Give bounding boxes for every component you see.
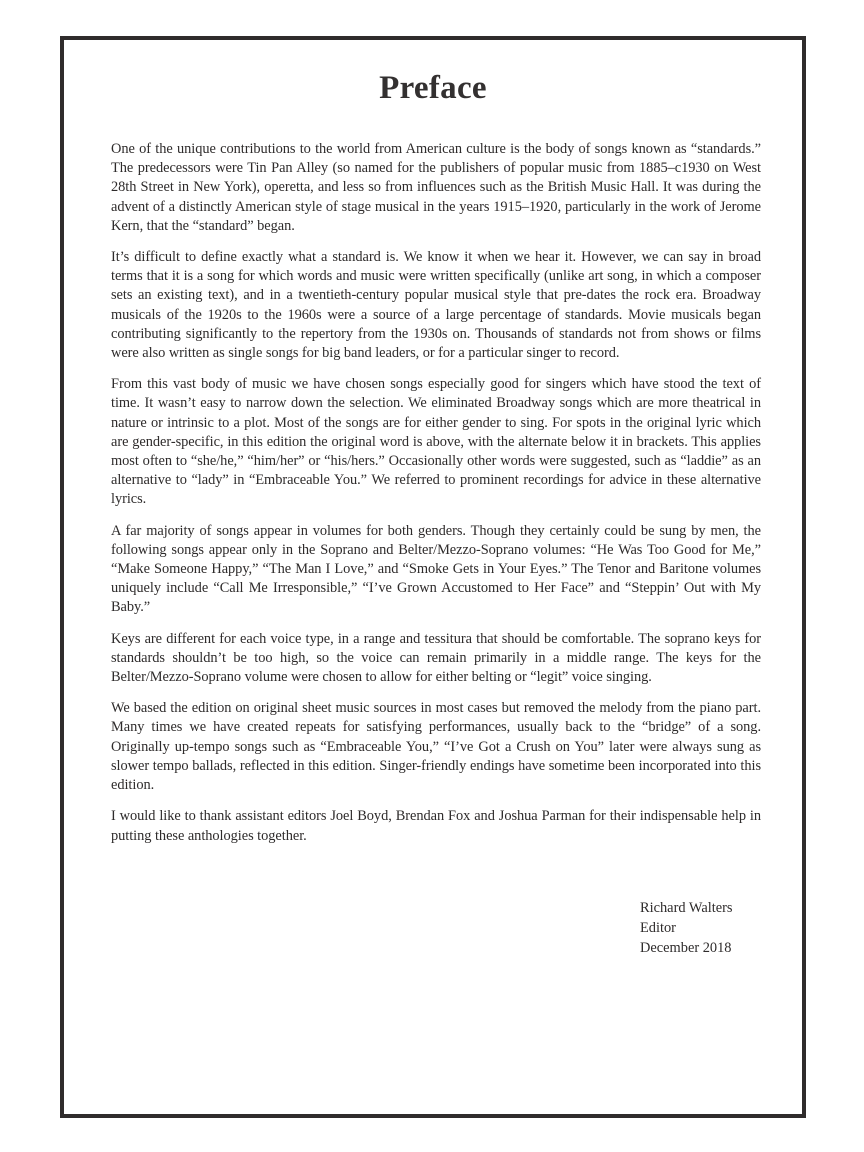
paragraph: It’s difficult to define exactly what a standard is. We know it when we hear it. However, we can say in broad terms that it is a song for which words and music were written specifically (unlike art song, in which a composer sets an existing text), and in a twentieth-century popular musical style that pre-dates the rock era. Broadway musicals of the 1920s to the 1960s were a source of a large percentage of standards. Movie musicals began contributing significantly to the repertory from the 1930s on. Thousands of standards not from shows or films were also written as single songs for big band leaders, or for a particular singer to record. xyxy=(111,249,761,362)
paragraph: A far majority of songs appear in volumes for both genders. Though they certainly could be sung by men, the following songs appear only in the Soprano and Belter/Mezzo-Soprano volumes: “He Was Too Good for Me,” “Make Someone Happy,” “The Man I Love,” and “Smoke Gets in Your Eyes.” The Tenor and Baritone volumes uniquely include “Call Me Irresponsible,” “I’ve Grown Accustomed to Her Face” and “Steppin’ Out with My Baby.” xyxy=(111,522,761,616)
paragraph: We based the edition on original sheet music sources in most cases but removed the melody from the piano part. Many times we have created repeats for satisfying performances, usually back to the “bridge” of a song. Originally up-tempo songs such as “Embraceable You,” “I’ve Got a Crush on You” later were always sung as slower tempo ballads, reflected in this edition. Singer-friendly endings have sometime been incorporated into this edition. xyxy=(111,700,761,794)
signature-date: December 2018 xyxy=(640,940,732,956)
signature-name: Richard Walters xyxy=(640,900,733,916)
signature-role: Editor xyxy=(640,920,676,936)
paragraph: From this vast body of music we have chosen songs especially good for singers which have stood the text of time. It wasn’t easy to narrow down the selection. We eliminated Broadway songs which are more theatrical in nature or intrinsic to a plot. Most of the songs are for either gender to sing. For spots in the original lyric which are gender-specific, in this edition the original word is above, with the alternate below it in brackets. This applies most often to “she/he,” “him/her” or “his/hers.” Occasionally other words were suggested, such as “laddie” as an alternative to “lady” in “Embraceable You.” We referred to prominent recordings for advice in these alternative lyrics. xyxy=(111,376,761,508)
paragraph: One of the unique contributions to the world from American culture is the body of songs known as “standards.” The predecessors were Tin Pan Alley (so named for the publishers of popular music from 1885–c1930 on West 28th Street in New York), operetta, and less so from influences such as the British Music Hall. It was during the advent of a distinctly American style of stage musical in the years 1915–1920, particularly in the work of Jerome Kern, that the “standard” began. xyxy=(111,141,761,234)
paragraph: Keys are different for each voice type, in a range and tessitura that should be comfortable. The soprano keys for standards shouldn’t be too high, so the voice can remain primarily in a middle range. The keys for the Belter/Mezzo-Soprano volume were chosen to allow for either belting or “legit” voice singing. xyxy=(111,630,761,686)
preface-body xyxy=(111,140,761,858)
page-frame xyxy=(60,36,806,1118)
paragraph: I would like to thank assistant editors Joel Boyd, Brendan Fox and Joshua Parman for their indispensable help in putting these anthologies together. xyxy=(111,808,761,844)
signature-block xyxy=(640,898,732,958)
page-title: Preface xyxy=(379,70,487,106)
